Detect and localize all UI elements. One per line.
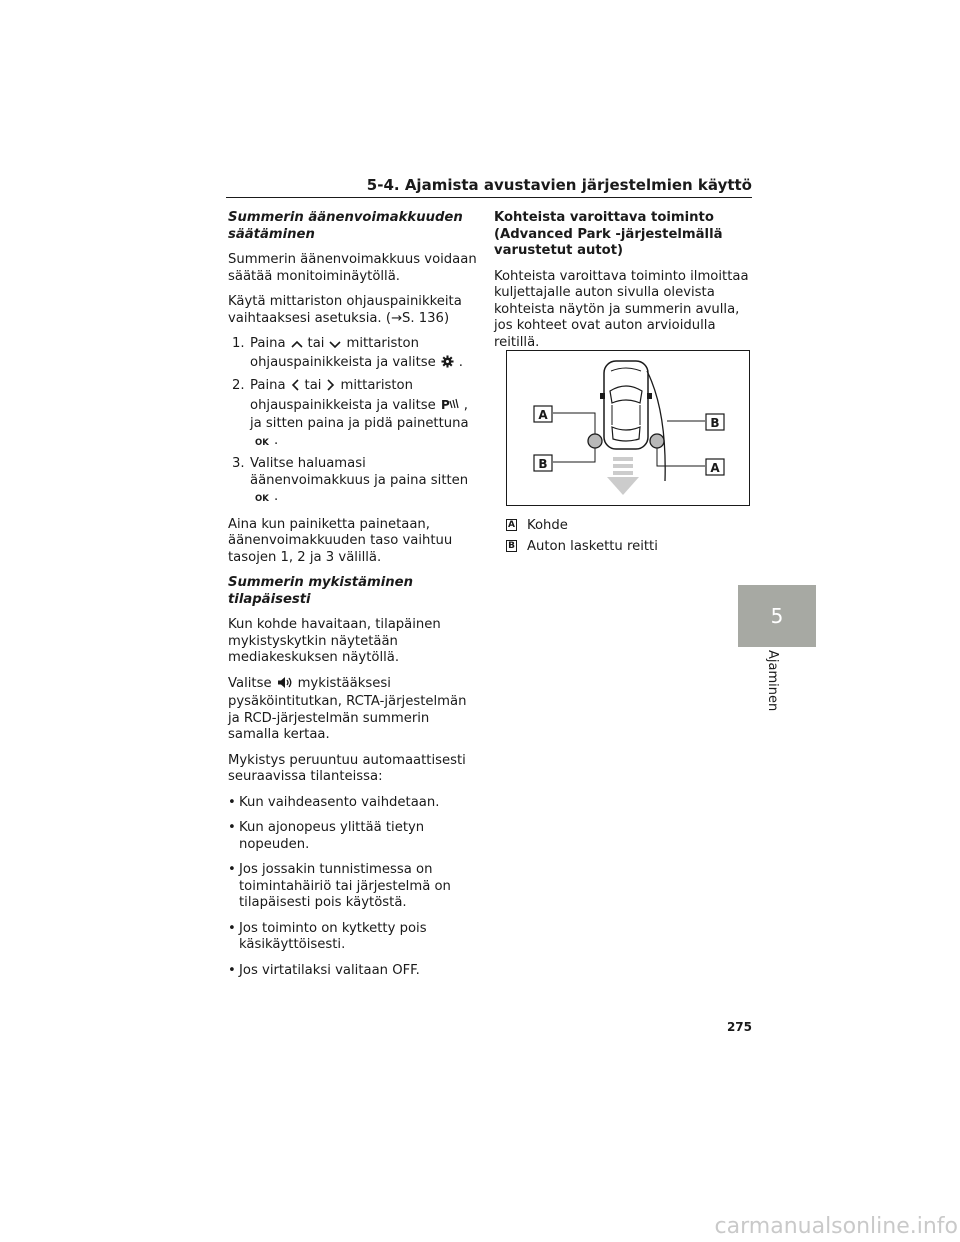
object-warning-diagram [506, 350, 750, 506]
paragraph-cancel: Mykistys peruuntuu automaattisesti seuraavissa tilanteissa: [228, 752, 466, 784]
right-column [494, 210, 752, 360]
legend-item-b [506, 538, 658, 554]
legend-item-a [506, 517, 658, 533]
svg-text:A: A [710, 461, 720, 475]
leader-a-left [553, 413, 595, 434]
leader-b-left [553, 448, 595, 462]
list-item: • Kun vaihdeasento vaihdetaan. [228, 794, 440, 810]
chevron-up-icon [291, 338, 303, 355]
label-b-right [706, 414, 724, 430]
heading-mute: Summerin mykistäminen tilapäisesti [228, 575, 413, 607]
left-column [228, 210, 478, 988]
paragraph-mute-intro: Kun kohde havaitaan, tilapäinen mykistyskytkin näytetään mediakeskuksen näytöllä. [228, 617, 441, 665]
diagram-svg [507, 351, 749, 505]
heading-object-warning: Kohteista varoittava toiminto (Advanced Park -järjestelmällä varustetut autot) [494, 210, 723, 258]
chevron-left-icon [291, 379, 300, 397]
paragraph-object-warning: Kohteista varoittava toiminto ilmoittaa kuljettajalle auton sivulla olevista kohteista näytön ja summerin avulla, jos kohteet ovat auton arvioidulla reitillä. [494, 268, 749, 350]
paragraph-levels: Aina kun painiketta painetaan, äänenvoimakkuuden taso vaihtuu tasojen 1, 2 ja 3 välillä. [228, 516, 453, 565]
chapter-tab: 5 [738, 585, 816, 647]
legend-text-b: Auton laskettu reitti [527, 538, 658, 554]
speaker-icon [277, 676, 293, 695]
svg-text:OK: OK [255, 494, 269, 502]
object-right [650, 434, 664, 448]
gear-icon [441, 355, 454, 374]
predicted-path-right [647, 371, 665, 481]
cancel-conditions-list [228, 795, 478, 980]
label-a-left [534, 406, 552, 422]
header-divider [226, 197, 752, 198]
list-item: • Jos jossakin tunnistimessa on toimintahäiriö tai järjestelmä on tilapäisesti pois käytöstä. [228, 862, 451, 910]
legend-key-a: A [506, 519, 517, 531]
paragraph-volume-intro: Summerin äänenvoimakkuus voidaan säätää monitoiminäytöllä. [228, 252, 477, 284]
svg-text:P: P [440, 397, 450, 411]
legend-key-b: B [506, 540, 517, 552]
chevron-right-icon [326, 379, 335, 397]
svg-text:OK: OK [255, 437, 269, 446]
list-item: • Kun ajonopeus ylittää tietyn nopeuden. [228, 820, 425, 852]
list-item: • Jos toiminto on kytketty pois käsikäyttöisesti. [228, 920, 427, 952]
car-top-view [600, 361, 652, 449]
step-3: 3. Valitse haluamasi äänenvoimakkuus ja paina sitten OK . [232, 456, 478, 508]
backing-arrow [607, 457, 639, 495]
object-left [588, 434, 602, 448]
watermark: carmanualsonline.info [714, 1214, 958, 1239]
label-a-right [706, 459, 724, 475]
step-2: 2. Paina tai mittariston ohjauspainikkeista ja valitse P , ja sitten paina ja pidä painettuna OK . [232, 378, 478, 451]
svg-text:B: B [710, 416, 720, 430]
steps-list [228, 336, 478, 508]
figure-legend [506, 517, 658, 559]
ok-icon [255, 435, 269, 452]
svg-text:B: B [538, 457, 548, 471]
chevron-down-icon [329, 338, 341, 355]
step-1: 1. Paina tai mittariston ohjauspainikkeista ja valitse . [232, 336, 478, 373]
legend-text-a: Kohde [527, 517, 568, 533]
label-b-left [534, 455, 552, 471]
page-number: 275 [726, 1020, 752, 1034]
list-item: • Jos virtatilaksi valitaan OFF. [228, 962, 420, 978]
parking-sensor-icon [441, 397, 459, 417]
ok-icon [255, 491, 269, 508]
paragraph-mute-select: Valitse mykistääksesi pysäköintitutkan, RCTA-järjestelmän ja RCD-järjestelmän summerin samalla kertaa. [228, 675, 467, 742]
paragraph-use-buttons: Käytä mittariston ohjauspainikkeita vaihtaaksesi asetuksia. (→S. 136) [228, 294, 462, 326]
chapter-label: Ajaminen [765, 650, 780, 712]
svg-text:A: A [538, 408, 548, 422]
section-header: 5-4. Ajamista avustavien järjestelmien käyttö [366, 176, 752, 194]
heading-volume: Summerin äänenvoimakkuuden säätäminen [228, 210, 463, 242]
